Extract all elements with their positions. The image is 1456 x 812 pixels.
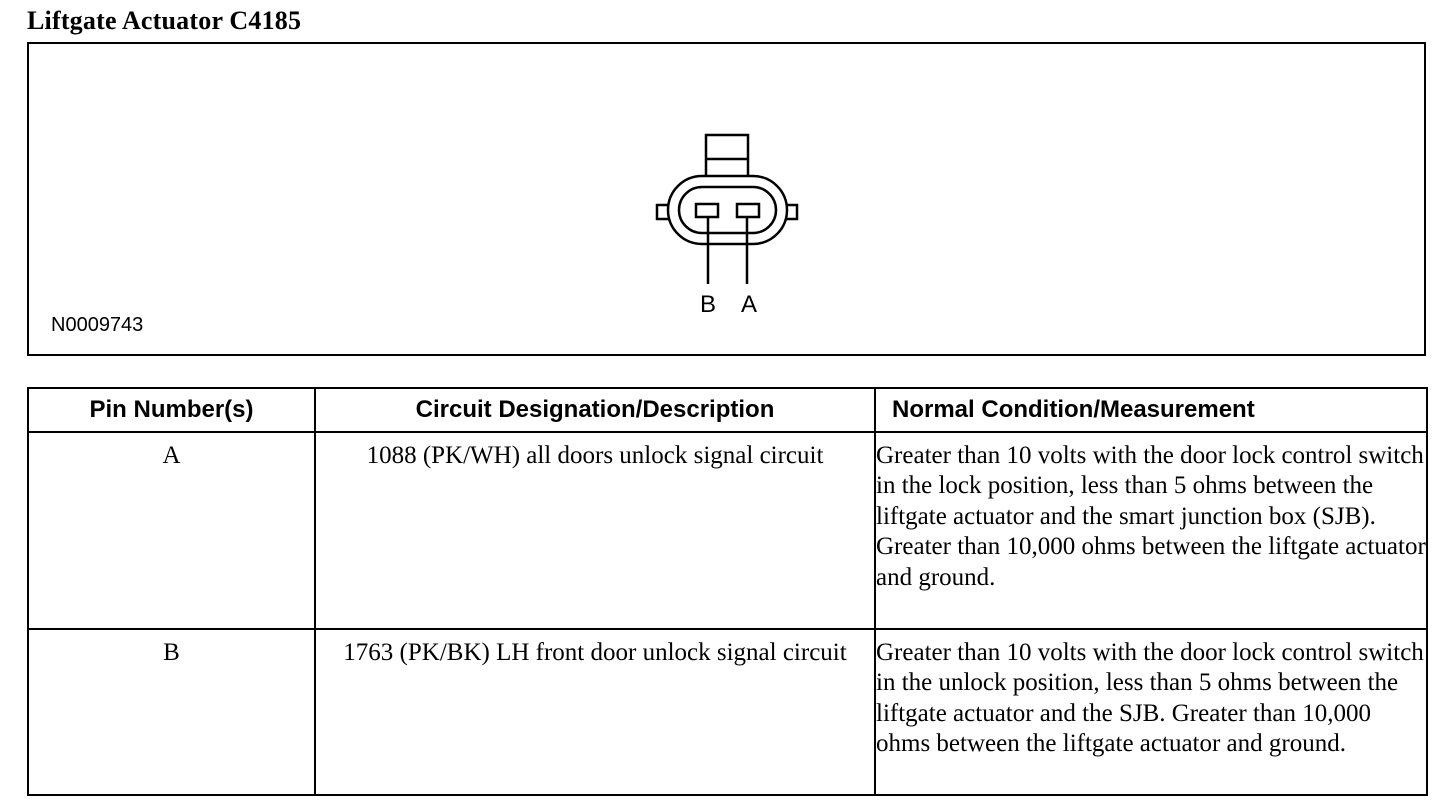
page-title: Liftgate Actuator C4185 (27, 6, 302, 35)
header-circuit: Circuit Designation/Description (315, 388, 875, 432)
connector-shroud (679, 187, 776, 233)
cell-pin: B (28, 629, 315, 795)
connector-drawing (29, 44, 1424, 354)
cell-circuit: 1088 (PK/WH) all doors unlock signal circuit (315, 432, 875, 629)
cell-condition: Greater than 10 volts with the door lock control switch in the unlock position, less than 5 ohms between the liftgate actuator and the SJB. Greater than 10,000 ohms between the liftgate actuator and ground. (875, 629, 1427, 795)
cell-circuit: 1763 (PK/BK) LH front door unlock signal circuit (315, 629, 875, 795)
pin-label-b: B (699, 291, 717, 318)
table-row (28, 629, 1427, 795)
terminal-a (737, 204, 759, 217)
header-pin-numbers: Pin Number(s) (28, 388, 315, 432)
pinout-table (27, 387, 1428, 796)
cell-pin: A (28, 432, 315, 629)
connector-latch (706, 135, 748, 179)
terminal-b (696, 204, 718, 217)
cell-condition: Greater than 10 volts with the door lock control switch in the lock position, less than 5 ohms between the liftgate actuator and the smart junction box (SJB). Greater than 10,000 ohms between the liftgate actuator and ground. (875, 432, 1427, 629)
connector-diagram (27, 42, 1426, 356)
figure-id: N0009743 (51, 314, 144, 336)
table-row (28, 432, 1427, 629)
header-condition: Normal Condition/Measurement (875, 388, 1427, 432)
pin-label-a: A (740, 291, 758, 318)
table-header-row (28, 388, 1427, 432)
